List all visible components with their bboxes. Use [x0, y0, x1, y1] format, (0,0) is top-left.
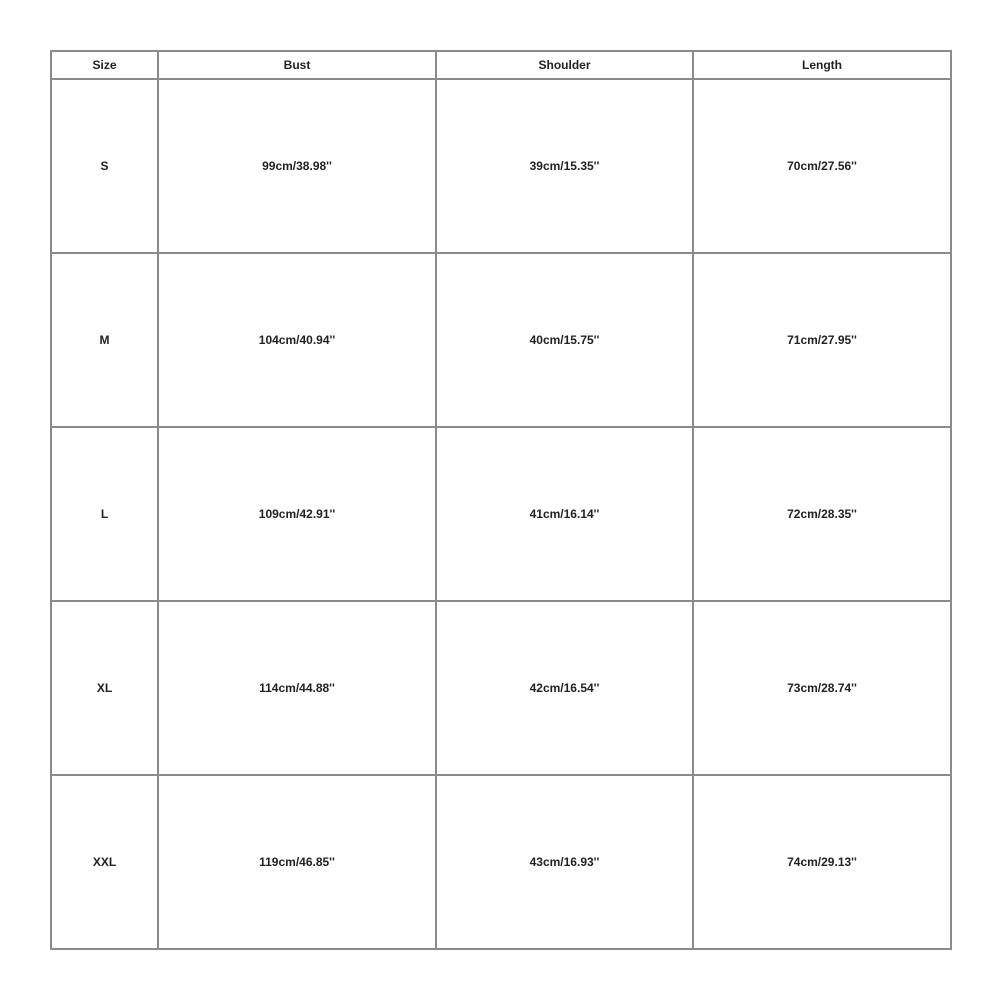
size-cell: XL — [51, 601, 158, 775]
shoulder-cell: 39cm/15.35'' — [436, 79, 693, 253]
shoulder-cell: 43cm/16.93'' — [436, 775, 693, 949]
table-header — [51, 51, 951, 79]
bust-cell: 114cm/44.88'' — [158, 601, 436, 775]
size-cell: L — [51, 427, 158, 601]
size-cell: XXL — [51, 775, 158, 949]
length-cell: 74cm/29.13'' — [693, 775, 951, 949]
header-size: Size — [51, 51, 158, 79]
table-row — [51, 79, 951, 253]
bust-cell: 104cm/40.94'' — [158, 253, 436, 427]
size-cell: S — [51, 79, 158, 253]
shoulder-cell: 40cm/15.75'' — [436, 253, 693, 427]
bust-cell: 119cm/46.85'' — [158, 775, 436, 949]
length-cell: 70cm/27.56'' — [693, 79, 951, 253]
size-chart-table — [50, 50, 952, 950]
length-cell: 72cm/28.35'' — [693, 427, 951, 601]
size-cell: M — [51, 253, 158, 427]
length-cell: 71cm/27.95'' — [693, 253, 951, 427]
length-cell: 73cm/28.74'' — [693, 601, 951, 775]
shoulder-cell: 41cm/16.14'' — [436, 427, 693, 601]
header-shoulder: Shoulder — [436, 51, 693, 79]
bust-cell: 109cm/42.91'' — [158, 427, 436, 601]
table-row — [51, 427, 951, 601]
header-length: Length — [693, 51, 951, 79]
header-row — [51, 51, 951, 79]
table-body — [51, 79, 951, 949]
table-row — [51, 775, 951, 949]
header-bust: Bust — [158, 51, 436, 79]
bust-cell: 99cm/38.98'' — [158, 79, 436, 253]
table-row — [51, 253, 951, 427]
shoulder-cell: 42cm/16.54'' — [436, 601, 693, 775]
table-row — [51, 601, 951, 775]
